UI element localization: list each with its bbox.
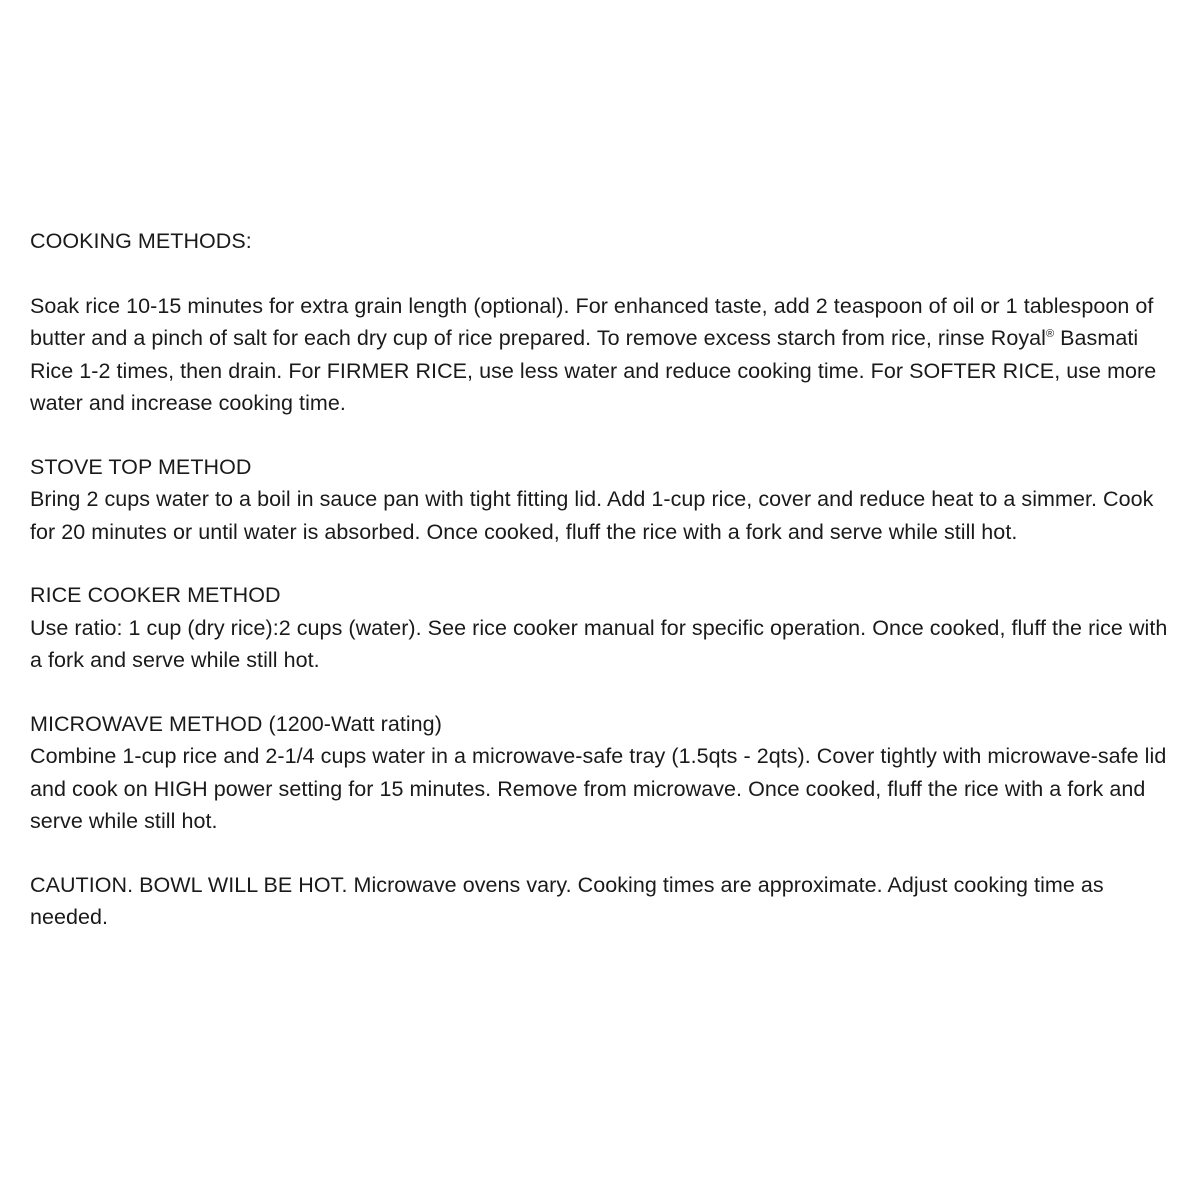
caution-paragraph: CAUTION. BOWL WILL BE HOT. Microwave ovens vary. Cooking times are approximate. Adjust cooking time as needed. <box>30 872 1104 929</box>
document-title: COOKING METHODS: <box>30 229 252 253</box>
intro-text-end: Basmati Rice 1-2 times, then drain. For FIRMER RICE, use less water and reduce cooking time. For SOFTER RICE, use more water and increase cooking time. <box>30 326 1157 415</box>
section-body: Bring 2 cups water to a boil in sauce pan with tight fitting lid. Add 1-cup rice, cover and reduce heat to a simmer. Cook for 20 minutes or until water is absorbed. Once cooked, fluff the rice with a fork and serve while still hot. <box>30 487 1154 544</box>
intro-text-start: Soak rice 10-15 minutes for extra grain length (optional). For enhanced taste, add 2 teaspoon of oil or 1 tablespoon of butter and a pinch of salt for each dry cup of rice prepared. To remove excess starch from rice, rinse Royal <box>30 293 1154 350</box>
section-heading: RICE COOKER METHOD <box>30 583 281 607</box>
section-heading: STOVE TOP METHOD <box>30 454 252 479</box>
rice-cooker-section <box>30 579 1170 677</box>
section-body: Use ratio: 1 cup (dry rice):2 cups (water). See rice cooker manual for specific operation. Once cooked, fluff the rice with a fork and serve while still hot. <box>30 615 1168 672</box>
section-body: Combine 1-cup rice and 2-1/4 cups water in a microwave-safe tray (1.5qts - 2qts). Cover tightly with microwave-safe lid and cook on HIGH power setting for 15 minutes. Remove from microwave. Once cooked, fluff the rice with a fork and serve while still hot. <box>30 744 1167 833</box>
cooking-instructions-document <box>30 225 1170 934</box>
registered-mark: ® <box>1045 327 1055 340</box>
microwave-section <box>30 708 1170 838</box>
intro-paragraph <box>30 290 1170 420</box>
stove-top-section <box>30 451 1170 549</box>
section-heading: MICROWAVE METHOD (1200-Watt rating) <box>30 711 442 736</box>
